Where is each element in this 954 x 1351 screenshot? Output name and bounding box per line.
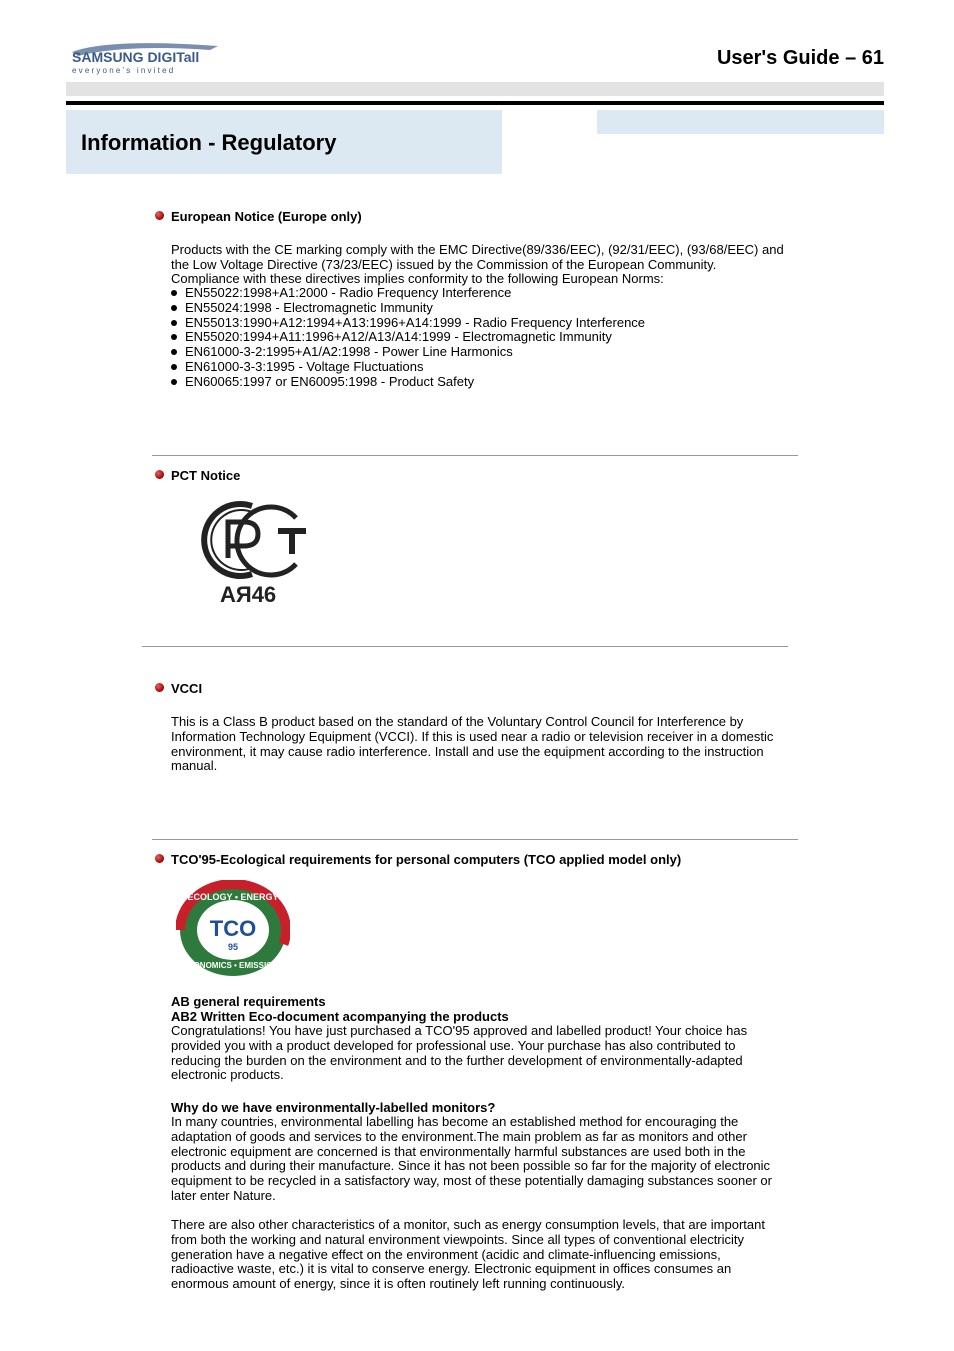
vcci-title: VCCI (171, 681, 203, 696)
section-divider (152, 455, 798, 456)
tco95-logo-icon (176, 880, 290, 980)
bullet-icon (155, 211, 164, 220)
norm-item: EN55013:1990+A12:1994+A13:1996+A14:1999 - Radio Frequency Interference (171, 316, 645, 331)
norm-item: EN61000-3-2:1995+A1/A2:1998 - Power Line Harmonics (171, 345, 645, 360)
tco-title: TCO'95-Ecological requirements for personal computers (TCO applied model only) (171, 852, 682, 867)
norm-item: EN55024:1998 - Electromagnetic Immunity (171, 301, 645, 316)
header-blue-band-right (597, 110, 884, 134)
svg-text:95: 95 (227, 942, 239, 952)
energy-body: There are also other characteristics of a monitor, such as energy consumption levels, that are important from both the working and natural environment viewpoints. Since all types of conventional electricity generation have a negative effect on the environment (acidic and climate-influencing emissions, radioactive waste, etc.) it is vital to conserve energy. Electronic equipment in offices consumes an enormous amount of energy, since it is often routinely left running continuously. (171, 1217, 765, 1292)
section-divider (142, 646, 788, 647)
svg-text:TCO: TCO (209, 916, 257, 941)
page-heading: Information - Regulatory (81, 130, 337, 155)
vcci-body: This is a Class B product based on the standard of the Voluntary Control Council for Interference by Information Technology Equipment (VCCI). If this is used near a radio or television receiver in a domestic environment, it may cause radio interference. Install and use the equipment according to the instruction manual. (171, 714, 774, 774)
guide-page-title: User's Guide – 61 (716, 47, 884, 69)
european-notice-title: European Notice (Europe only) (171, 209, 362, 224)
ab-heading: AB general requirements (171, 994, 326, 1009)
why-heading: Why do we have environmentally-labelled monitors? (171, 1100, 496, 1115)
header-grey-band (66, 82, 884, 96)
norm-item: EN55022:1998+A1:2000 - Radio Frequency Interference (171, 286, 645, 301)
norm-item: EN55020:1994+A11:1996+A12/A13/A14:1999 - Electromagnetic Immunity (171, 330, 645, 345)
ab2-heading: AB2 Written Eco-document acompanying the products (171, 1009, 509, 1024)
header-black-rule (66, 101, 884, 105)
bullet-icon (155, 854, 164, 863)
svg-text:АЯ46: АЯ46 (220, 582, 277, 607)
ab2-body: Congratulations! You have just purchased a TCO'95 approved and labelled product! Your choice has provided you with a product developed for professional use. Your purchase has also contributed to reducing the burden on the environment and to the further development of environmentally-adapted electronic products. (171, 1023, 748, 1083)
european-norms-list (171, 286, 645, 390)
pct-logo-icon (200, 498, 312, 608)
norm-item: EN60065:1997 or EN60095:1998 - Product Safety (171, 375, 645, 390)
bullet-icon (155, 683, 164, 692)
section-divider (152, 839, 798, 840)
svg-text:SAMSUNG DIGITall: SAMSUNG DIGITall (72, 49, 200, 65)
svg-text:ECONOMICS • EMISSIONS: ECONOMICS • EMISSIONS (182, 961, 284, 970)
pct-notice-title: PCT Notice (171, 468, 241, 483)
why-body: In many countries, environmental labelling has become an established method for encouraging the adaptation of goods and services to the environment.The main problem as far as monitors and other electronic equipment are concerned is that environmentally harmful substances are used both in the products and during their manufacture. Since it has not been possible so far for the majority of electronic equipment to be recycled in a satisfactory way, most of these potentially damaging substances sooner or later enter Nature. (171, 1114, 772, 1203)
norm-item: EN61000-3-3:1995 - Voltage Fluctuations (171, 360, 645, 375)
bullet-icon (155, 470, 164, 479)
svg-text:ECOLOGY • ENERGY: ECOLOGY • ENERGY (187, 892, 279, 902)
european-intro: Products with the CE marking comply with the EMC Directive(89/336/EEC), (92/31/EEC), (93/68/EEC) and the Low Voltage Directive (73/23/EEC) issued by the Commission of the European Community. (171, 242, 784, 272)
samsung-logo (68, 40, 228, 80)
svg-text:everyone's invited: everyone's invited (72, 66, 176, 75)
european-compliance: Compliance with these directives implies conformity to the following European Norms: (171, 271, 664, 286)
